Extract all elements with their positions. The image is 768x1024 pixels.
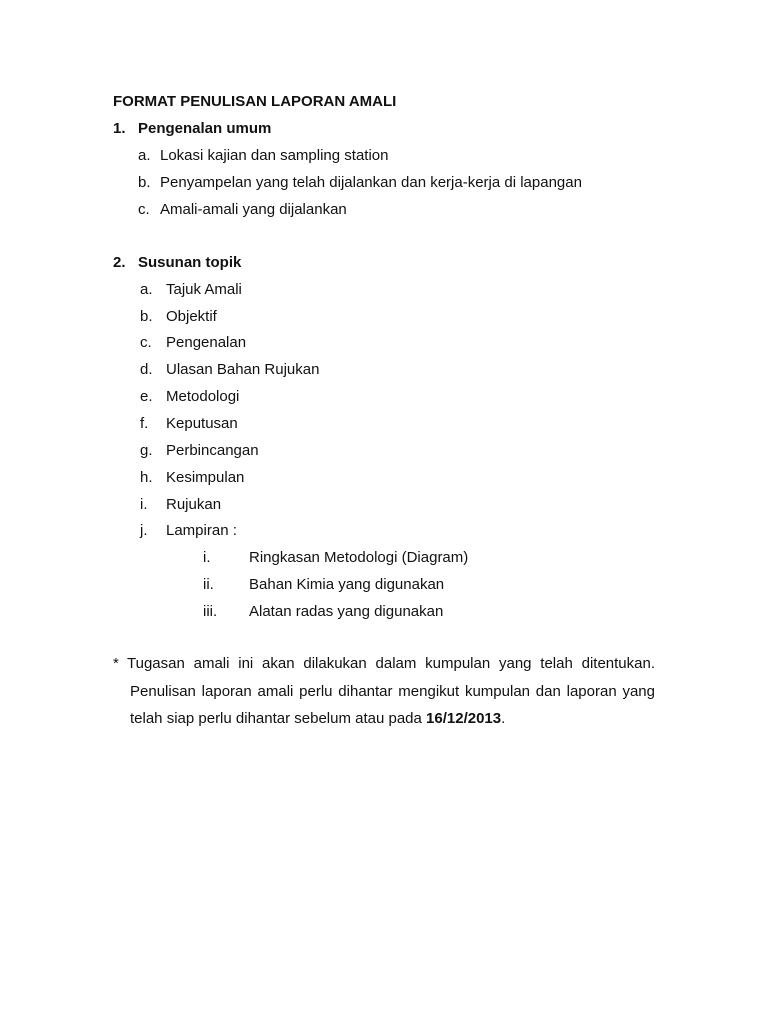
list-item-marker: a. [138,147,151,164]
list-item-marker: g. [140,442,153,459]
list-item: Perbincangan [166,442,259,459]
list-item-marker: c. [138,201,150,218]
list-item: Rujukan [166,496,222,513]
list-item: Kesimpulan [166,469,245,486]
sub-item-marker: ii. [203,576,214,593]
note-asterisk: * [113,655,119,672]
sub-item: Bahan Kimia yang digunakan [249,576,445,593]
list-item: Keputusan [166,415,238,432]
sub-item: Ringkasan Metodologi (Diagram) [249,549,469,566]
list-item-marker: b. [138,174,151,191]
list-item-marker: i. [140,496,148,513]
list-item: Metodologi [166,388,240,405]
list-item-marker: c. [140,334,152,351]
list-item: Penyampelan yang telah dijalankan dan kerja-kerja di lapangan [160,174,582,191]
list-item-marker: a. [140,281,153,298]
list-item-marker: f. [140,415,149,432]
section-2-number: 2. [113,254,126,271]
list-item-marker: b. [140,308,153,325]
list-item: Pengenalan [166,334,247,351]
deadline-date: 16/12/2013 [426,710,502,727]
list-item-marker: e. [140,388,153,405]
list-item: Lampiran : [166,522,237,539]
list-item: Amali-amali yang dijalankan [160,201,347,218]
note-line-3 [130,710,505,727]
list-item-marker: d. [140,361,153,378]
document-title: FORMAT PENULISAN LAPORAN AMALI [113,93,397,110]
note-line-3-text: telah siap perlu dihantar sebelum atau pada [130,710,427,727]
note-line-2: Penulisan laporan amali perlu dihantar mengikut kumpulan dan laporan yang [130,683,655,700]
sub-item-marker: i. [203,549,211,566]
section-2-heading: Susunan topik [138,254,242,271]
list-item: Lokasi kajian dan sampling station [160,147,389,164]
note-line-3-end: . [501,710,506,727]
list-item: Tajuk Amali [166,281,242,298]
list-item-marker: j. [140,522,148,539]
list-item: Ulasan Bahan Rujukan [166,361,320,378]
note-line-1: Tugasan amali ini akan dilakukan dalam kumpulan yang telah ditentukan. [127,655,655,672]
sub-item: Alatan radas yang digunakan [249,603,444,620]
section-1-number: 1. [113,120,126,137]
list-item: Objektif [166,308,217,325]
section-1-heading: Pengenalan umum [138,120,272,137]
list-item-marker: h. [140,469,153,486]
sub-item-marker: iii. [203,603,218,620]
